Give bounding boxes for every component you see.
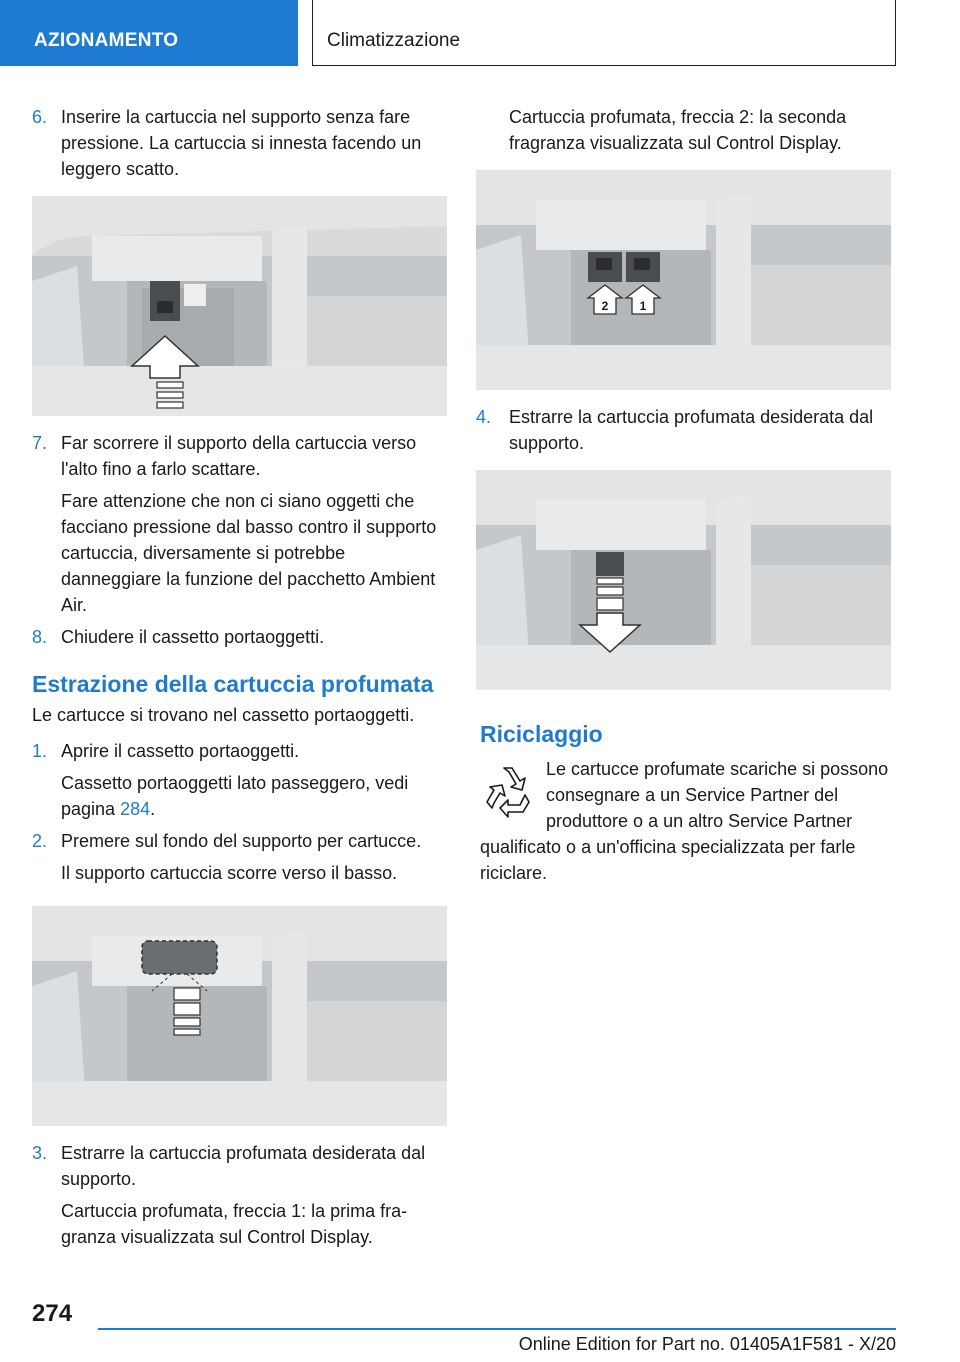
step-text: Far scorrere il supporto della cartuccia verso l'alto fino a farlo scattare. (61, 433, 417, 479)
page-link[interactable]: 284 (120, 799, 151, 819)
step-4 (476, 404, 894, 456)
section-heading: Estrazione della cartuccia profumata (32, 671, 434, 697)
figure-two-cartridges (476, 170, 891, 390)
step-3 (32, 1140, 447, 1192)
recycling-text: Le cartucce profumate scariche si possono consegnare a un Service Partner del produttore o a un altro Service Partner qualificato o a un'officina specializzata per farle riciclare. (480, 759, 889, 883)
step-text: Premere sul fondo del supporto per cartucce. (61, 831, 422, 851)
recycle-icon (480, 762, 536, 818)
step-7-note: Fare attenzione che non ci siano oggetti che facciano pressione dal basso contro il supporto cartuccia, diversamente si potrebbe danneggiare la funzione del pacchetto Ambient Air. (61, 491, 437, 615)
step-text: Chiudere il cassetto portaoggetti. (61, 627, 325, 647)
step-number: 2. (32, 831, 48, 851)
left-column (32, 104, 447, 1250)
right-column (476, 104, 894, 886)
figure-press-holder (32, 906, 447, 1126)
step-number: 6. (32, 107, 48, 127)
step-number: 7. (32, 433, 48, 453)
step-number: 3. (32, 1143, 48, 1163)
step-7 (32, 430, 447, 482)
step-6 (32, 104, 447, 182)
arrow-label-2: 2 (601, 299, 609, 313)
step-3-continued: Cartuccia profumata, freccia 2: la seconda fragranza visualizzata sul Control Display. (509, 107, 847, 153)
step-number: 8. (32, 627, 48, 647)
step-text: Estrarre la cartuccia profumata desiderata dal supporto. (509, 407, 874, 453)
step-2-note: Il supporto cartuccia scorre verso il basso. (61, 863, 398, 883)
glovebox-illustration (32, 906, 447, 1126)
glovebox-illustration (32, 196, 447, 416)
footer-edition: Online Edition for Part no. 01405A1F581 - X/20 (518, 1334, 896, 1354)
figure-insert-cartridge (32, 196, 447, 416)
footer-divider (98, 1328, 896, 1330)
intro-text: Le cartucce si trovano nel cassetto portaoggetti. (32, 705, 415, 725)
step-text: Aprire il cassetto portaoggetti. (61, 741, 300, 761)
step-1 (32, 738, 447, 764)
recycling-note (480, 756, 894, 886)
step-text: Estrarre la cartuccia profumata desiderata dal supporto. (61, 1143, 426, 1189)
recycling-heading: Riciclaggio (480, 721, 603, 747)
step-8 (32, 624, 447, 650)
step-1-note: Cassetto portaoggetti lato passeggero, vedi pagina 284. (61, 773, 409, 819)
arrow-label-1: 1 (639, 299, 647, 313)
page-number: 274 (32, 1300, 73, 1327)
glovebox-illustration (476, 470, 891, 690)
figure-remove-cartridge (476, 470, 891, 690)
step-3-note: Cartuccia profumata, freccia 1: la prima fragranza visualizzata sul Control Display. (61, 1201, 408, 1247)
step-2 (32, 828, 447, 854)
step-number: 4. (476, 407, 492, 427)
section-tab[interactable]: AZIONAMENTO (0, 0, 298, 66)
chapter-title: Climatizzazione (312, 0, 896, 66)
step-text: Inserire la cartuccia nel supporto senza fare pressione. La cartuccia si innesta facendo un leggero scatto. (61, 107, 422, 179)
glovebox-illustration (476, 170, 891, 390)
step-number: 1. (32, 741, 48, 761)
